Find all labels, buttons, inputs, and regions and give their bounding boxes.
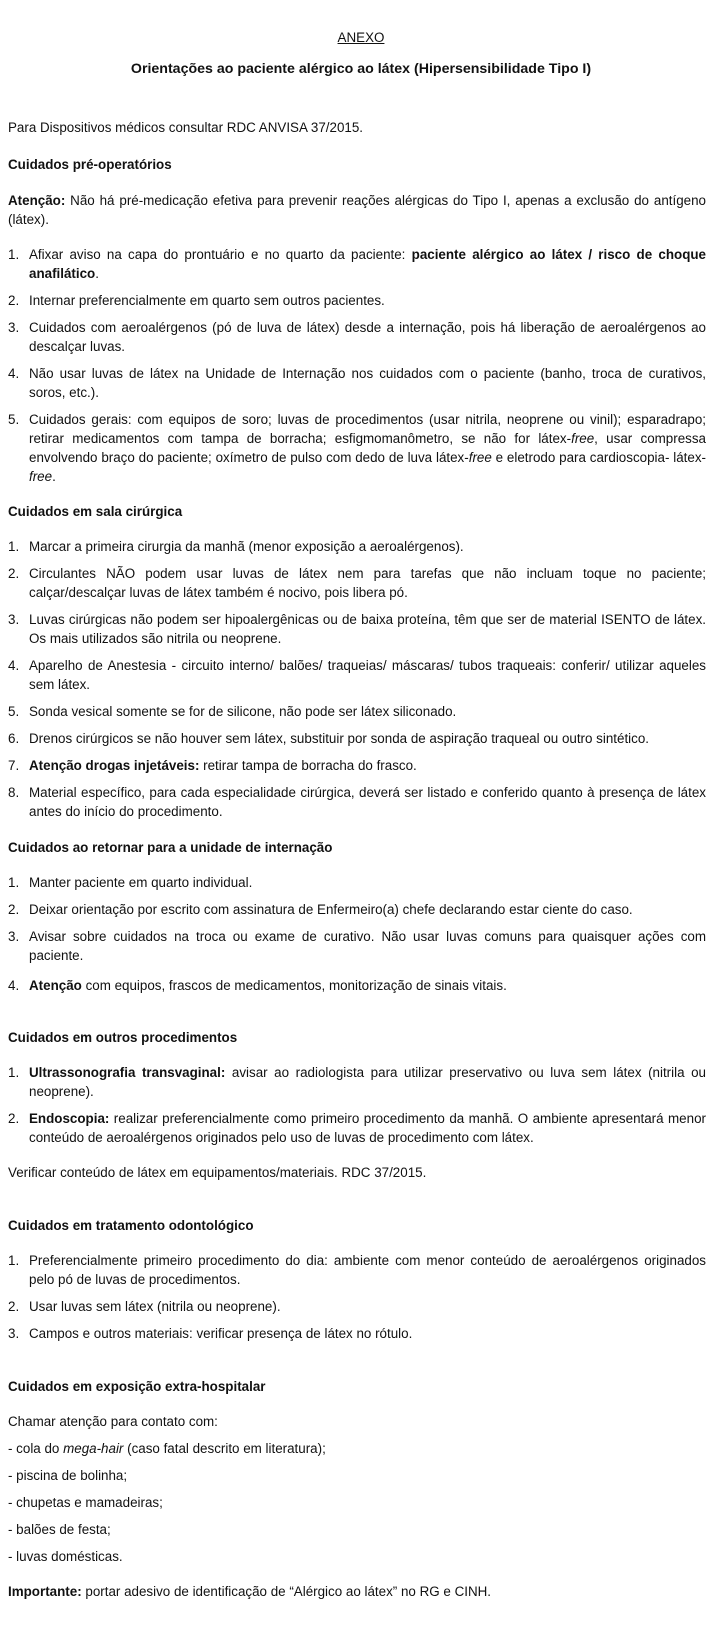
dash-item bbox=[8, 1439, 706, 1458]
important-text: portar adesivo de identificação de “Alérgico ao látex” no RG e CINH. bbox=[81, 1584, 492, 1599]
dash-item: - balões de festa; bbox=[8, 1522, 111, 1537]
item-text: avisar ao radiologista para utilizar preservativo ou luva sem látex (nitrila ou neoprene). bbox=[29, 1065, 706, 1099]
item-text: retirar tampa de borracha do frasco. bbox=[199, 758, 417, 773]
item-text: Aparelho de Anestesia - circuito interno/ balões/ traqueias/ máscaras/ tubos traqueais: conferir/ utilizar aqueles sem látex. bbox=[29, 658, 706, 692]
item-bold-text: Ultrassonografia transvaginal: bbox=[29, 1065, 226, 1080]
verify-text: Verificar conteúdo de látex em equipamentos/materiais. RDC 37/2015. bbox=[8, 1165, 427, 1180]
item-text: Internar preferencialmente em quarto sem outros pacientes. bbox=[29, 293, 385, 308]
item-text: com equipos, frascos de medicamentos, monitorização de sinais vitais. bbox=[81, 978, 507, 993]
list-item bbox=[8, 364, 706, 402]
document-page bbox=[0, 28, 714, 1648]
item-text: Preferencialmente primeiro procedimento do dia: ambiente com menor conteúdo de aeroalérgenos originados pelo pó de luvas de procedimentos. bbox=[29, 1253, 706, 1287]
preop-heading: Cuidados pré-operatórios bbox=[8, 157, 172, 172]
item-number: 8. bbox=[8, 785, 20, 800]
list-item bbox=[8, 756, 706, 775]
list-item bbox=[8, 291, 706, 310]
item-italic-text: free bbox=[468, 450, 492, 465]
dash-item: - chupetas e mamadeiras; bbox=[8, 1495, 163, 1510]
annex-label: ANEXO bbox=[337, 30, 385, 45]
item-italic-text: free bbox=[571, 431, 595, 446]
item-number: 6. bbox=[8, 731, 20, 746]
item-text: , usar compressa envolvendo braço do paciente; oxímetro de pulso com dedo de luva látex- bbox=[29, 431, 707, 465]
item-text: Drenos cirúrgicos se não houver sem látex, substituir por sonda de aspiração traqueal ou outro sintético. bbox=[29, 731, 650, 746]
item-number: 1. bbox=[8, 875, 20, 890]
item-number: 3. bbox=[8, 929, 20, 944]
item-text: Campos e outros materiais: verificar presença de látex no rótulo. bbox=[29, 1326, 413, 1341]
item-number: 2. bbox=[8, 566, 20, 581]
item-number: 1. bbox=[8, 1253, 20, 1268]
item-text: Luvas cirúrgicas não podem ser hipoalergênicas ou de baixa proteína, têm que ser de material ISENTO de látex. Os mais utilizados são nitrila ou neoprene. bbox=[29, 612, 706, 646]
surgery-list bbox=[8, 537, 706, 821]
list-item bbox=[8, 873, 706, 892]
important-label: Importante: bbox=[8, 1584, 82, 1599]
item-text: Sonda vesical somente se for de silicone, não pode ser látex siliconado. bbox=[29, 704, 457, 719]
attention-text: Não há pré-medicação efetiva para prevenir reações alérgicas do Tipo I, apenas a exclusão do antígeno (látex). bbox=[8, 193, 706, 227]
item-number: 5. bbox=[8, 412, 20, 427]
item-text: Avisar sobre cuidados na troca ou exame de curativo. Não usar luvas comuns para quaisquer ações com paciente. bbox=[29, 929, 706, 963]
item-number: 2. bbox=[8, 902, 20, 917]
item-number: 1. bbox=[8, 247, 20, 262]
important-note bbox=[8, 1582, 706, 1601]
dental-heading: Cuidados em tratamento odontológico bbox=[8, 1218, 254, 1233]
list-item bbox=[8, 564, 706, 602]
item-text: Usar luvas sem látex (nitrila ou neoprene). bbox=[29, 1299, 281, 1314]
dash-item: - luvas domésticas. bbox=[8, 1549, 123, 1564]
item-bold-text: Endoscopia: bbox=[29, 1111, 110, 1126]
list-item bbox=[8, 1063, 706, 1101]
return-list bbox=[8, 873, 706, 995]
dash-item: - piscina de bolinha; bbox=[8, 1468, 128, 1483]
item-text: . bbox=[52, 469, 56, 484]
item-number: 3. bbox=[8, 612, 20, 627]
item-text: Cuidados com aeroalérgenos (pó de luva de látex) desde a internação, pois há liberação de aeroalérgenos ao descalçar luvas. bbox=[29, 320, 706, 354]
item-text: Cuidados gerais: com equipos de soro; luvas de procedimentos (usar nitrila, neoprene ou vinil); esparadrapo; retirar medicamentos com tampa de borracha; esfigmomanômetro, se não for látex- bbox=[29, 412, 706, 446]
item-text: Circulantes NÃO podem usar luvas de látex nem para tarefas que não incluam toque no paciente; calçar/descalçar luvas de látex também é nocivo, pois libera pó. bbox=[29, 566, 706, 600]
item-text: Manter paciente em quarto individual. bbox=[29, 875, 253, 890]
item-number: 3. bbox=[8, 1326, 20, 1341]
extra-list bbox=[8, 1412, 706, 1566]
list-item bbox=[8, 702, 706, 721]
item-number: 2. bbox=[8, 1111, 20, 1126]
item-number: 1. bbox=[8, 539, 20, 554]
item-text: Afixar aviso na capa do prontuário e no quarto da paciente: bbox=[29, 247, 412, 262]
preop-list bbox=[8, 245, 706, 486]
list-item bbox=[8, 245, 706, 283]
item-number: 7. bbox=[8, 758, 20, 773]
item-number: 4. bbox=[8, 658, 20, 673]
dental-list bbox=[8, 1251, 706, 1343]
other-heading: Cuidados em outros procedimentos bbox=[8, 1030, 238, 1045]
item-number: 1. bbox=[8, 1065, 20, 1080]
extra-lead: Chamar atenção para contato com: bbox=[8, 1414, 218, 1429]
list-item bbox=[8, 976, 706, 995]
dash-text: (caso fatal descrito em literatura); bbox=[123, 1441, 326, 1456]
item-number: 5. bbox=[8, 704, 20, 719]
return-heading: Cuidados ao retornar para a unidade de internação bbox=[8, 840, 333, 855]
list-item bbox=[8, 1109, 706, 1147]
item-number: 2. bbox=[8, 293, 20, 308]
item-number: 2. bbox=[8, 1299, 20, 1314]
item-bold-text: Atenção drogas injetáveis: bbox=[29, 758, 200, 773]
item-italic-text: free bbox=[29, 469, 53, 484]
item-text: Deixar orientação por escrito com assinatura de Enfermeiro(a) chefe declarando estar ciente do caso. bbox=[29, 902, 633, 917]
item-number: 4. bbox=[8, 366, 20, 381]
item-bold-text: Atenção bbox=[29, 978, 82, 993]
item-text: Não usar luvas de látex na Unidade de Internação nos cuidados com o paciente (banho, troca de curativos, soros, etc.). bbox=[29, 366, 706, 400]
item-text: Material específico, para cada especialidade cirúrgica, deverá ser listado e conferido quanto à presença de látex antes do início do procedimento. bbox=[29, 785, 706, 819]
list-item bbox=[8, 318, 706, 356]
intro-text: Para Dispositivos médicos consultar RDC ANVISA 37/2015. bbox=[8, 120, 364, 135]
dash-text: - cola do bbox=[8, 1441, 64, 1456]
list-item bbox=[8, 1324, 706, 1343]
list-item bbox=[8, 1297, 706, 1316]
item-text: e eletrodo para cardioscopia- látex- bbox=[491, 450, 706, 465]
list-item bbox=[8, 900, 706, 919]
item-text: realizar preferencialmente como primeiro procedimento da manhã. O ambiente apresentará menor conteúdo de aeroalérgenos originados pelo uso de luvas de procedimento com látex. bbox=[29, 1111, 706, 1145]
extra-heading: Cuidados em exposição extra-hospitalar bbox=[8, 1379, 266, 1394]
dash-italic-text: mega-hair bbox=[63, 1441, 124, 1456]
attention-label: Atenção: bbox=[8, 193, 66, 208]
list-item bbox=[8, 783, 706, 821]
list-item bbox=[8, 1251, 706, 1289]
list-item bbox=[8, 537, 706, 556]
other-list bbox=[8, 1063, 706, 1147]
item-text: Marcar a primeira cirurgia da manhã (menor exposição a aeroalérgenos). bbox=[29, 539, 464, 554]
list-item bbox=[8, 927, 706, 965]
preop-attention bbox=[8, 191, 706, 229]
list-item bbox=[8, 656, 706, 694]
surgery-heading: Cuidados em sala cirúrgica bbox=[8, 504, 183, 519]
item-bold-text: paciente alérgico ao látex / risco de choque anafilático bbox=[29, 247, 707, 281]
list-item bbox=[8, 729, 706, 748]
document-title: Orientações ao paciente alérgico ao látex (Hipersensibilidade Tipo I) bbox=[130, 61, 592, 77]
item-number: 3. bbox=[8, 320, 20, 335]
item-number: 4. bbox=[8, 978, 20, 993]
list-item bbox=[8, 410, 706, 486]
list-item bbox=[8, 610, 706, 648]
item-text: . bbox=[95, 266, 99, 281]
